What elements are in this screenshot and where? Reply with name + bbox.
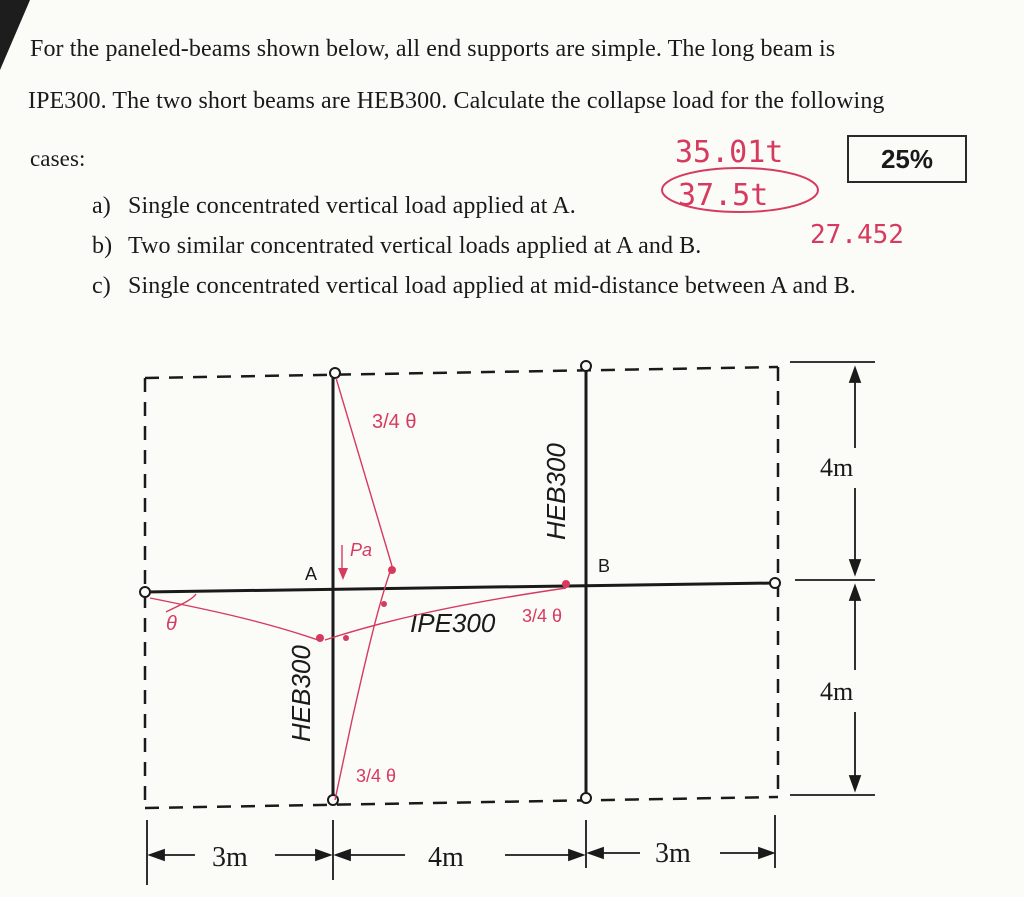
answer-circle (662, 168, 818, 212)
theta-left-annotation: θ (166, 613, 177, 635)
dim-right-label: 3m (655, 838, 691, 869)
dim-top-label: 4m (820, 453, 854, 482)
case-a-label: a) (92, 193, 111, 219)
case-b-label: b) (92, 233, 113, 259)
problem-line-1: For the paneled-beams shown below, all end supports are simple. The long beam is (30, 36, 836, 62)
handwritten-answer-1: 35.01t (675, 135, 784, 170)
case-c-label: c) (92, 273, 111, 299)
problem-line-3: cases: (30, 146, 86, 171)
case-c-text: Single concentrated vertical load applied at mid-distance between A and B. (128, 273, 856, 299)
point-a-label: A (305, 564, 318, 584)
problem-line-2: IPE300. The two short beams are HEB300. Calculate the collapse load for the following (28, 88, 885, 114)
theta-mid-annotation: 3/4 θ (522, 606, 563, 626)
short-beam-left-label: HEB300 (286, 645, 316, 742)
dim-middle-label: 4m (428, 842, 464, 873)
score-box: 25% (847, 135, 967, 183)
load-label: Pa (350, 540, 373, 560)
right-dimension (790, 362, 875, 795)
point-b-label: B (598, 556, 611, 576)
handwritten-answer-2: 37.5t (678, 178, 769, 213)
case-b-text: Two similar concentrated vertical loads applied at A and B. (128, 233, 702, 259)
handwritten-answer-3: 27.452 (810, 220, 904, 250)
case-a-text: Single concentrated vertical load applied at A. (128, 193, 576, 219)
long-beam (145, 583, 776, 592)
theta-top-annotation: 3/4 θ (372, 411, 417, 433)
dim-left-label: 3m (212, 842, 248, 873)
short-beam-right-label: HEB300 (541, 443, 571, 540)
long-beam-label: IPE300 (410, 608, 496, 638)
theta-bottom-annotation: 3/4 θ (356, 766, 397, 786)
dim-bottom-label: 4m (820, 677, 854, 706)
